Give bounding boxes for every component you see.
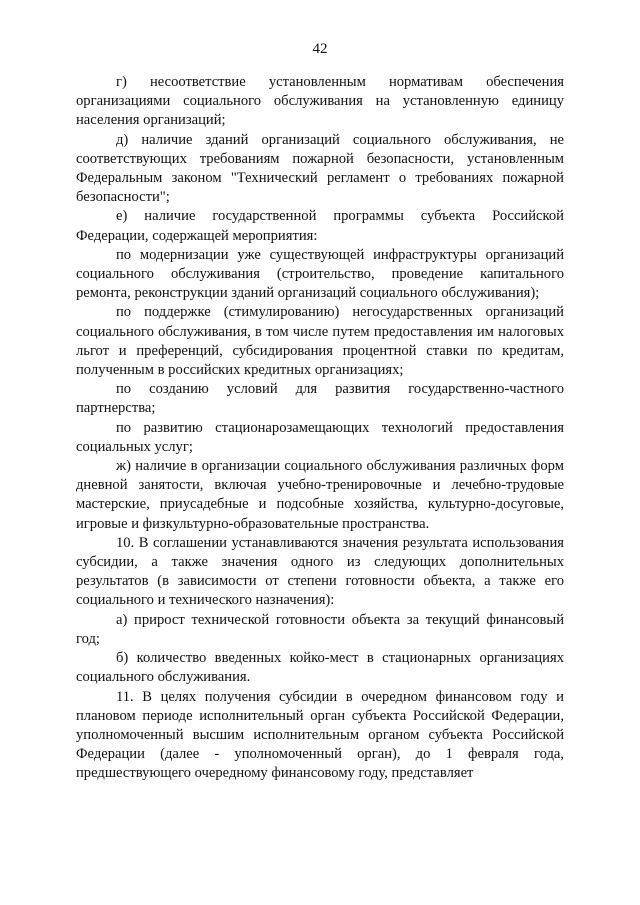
paragraph-modernization: по модернизации уже существующей инфраструктуры организаций социального обслуживания (строительство, проведение капитального ремонта, реконструкции зданий организаций социального обслуживания);: [76, 246, 564, 302]
paragraph-partnership: по созданию условий для развития государственно-частного партнерства;: [76, 381, 564, 417]
paragraph-d: д) наличие зданий организаций социального обслуживания, не соответствующих требованиям пожарной безопасности, установленным Федеральным законом "Технический регламент о требованиях пожарной безопасности";: [76, 131, 564, 206]
paragraph-technologies: по развитию стационарозамещающих технологий предоставления социальных услуг;: [76, 419, 564, 455]
paragraph-g: г) несоответствие установленным нормативам обеспечения организациями социального обслуживания на установленную единицу населения организаций;: [76, 74, 564, 129]
paragraph-zh: ж) наличие в организации социального обслуживания различных форм дневной занятости, включая учебно-тренировочные и лечебно-трудовые мастерские, приусадебные и подсобные хозяйства, культурно-досуговые, игровые и физкультурно-образовательные пространства.: [76, 458, 564, 532]
page-number: 42: [312, 41, 328, 57]
paragraph-b: б) количество введенных койко-мест в стационарных организациях социального обслуживания.: [76, 650, 564, 686]
paragraph-a: а) прирост технической готовности объекта за текущий финансовый год;: [76, 611, 564, 647]
paragraph-11: 11. В целях получения субсидии в очередном финансовом году и плановом периоде исполнительный орган субъекта Российской Федерации, уполномоченный высшим исполнительным органом субъекта Российской Федерации (далее - уполномоченный орган), до 1 февраля года, предшествующего очередному финансовому году, представляет: [76, 688, 564, 782]
paragraph-e: е) наличие государственной программы субъекта Российской Федерации, содержащей мероприятия:: [76, 208, 564, 244]
document-body: [76, 73, 564, 784]
paragraph-support: по поддержке (стимулированию) негосударственных организаций социального обслуживания, в том числе путем предоставления им налоговых льгот и преференций, субсидирования процентной ставки по кредитам, полученным в российских кредитных организациях;: [76, 304, 564, 379]
paragraph-10: 10. В соглашении устанавливаются значения результата использования субсидии, а также значения одного из следующих дополнительных результатов (в зависимости от степени готовности объекта, а также его социального и технического назначения):: [76, 534, 564, 609]
